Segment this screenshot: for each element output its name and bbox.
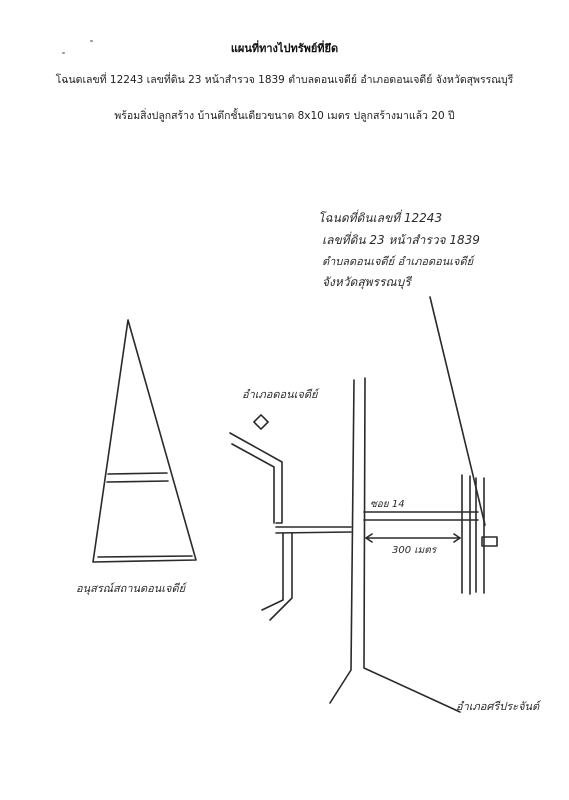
branch-road-south-edge bbox=[262, 533, 283, 610]
amphoe-office-label: อำเภอดอนเจดีย์ bbox=[242, 388, 318, 401]
deed-note-line: โฉนดที่ดินเลขที่ 12243 bbox=[318, 211, 443, 225]
monument-bar bbox=[108, 473, 167, 474]
note-leader-line bbox=[430, 297, 485, 525]
branch-road-inner-edge bbox=[232, 444, 274, 523]
building-info-line: พร้อมสิ่งปลูกสร้าง บ้านตึกชั้นเดียวขนาด 8x10 เมตร ปลูกสร้างมาแล้ว 20 ปี bbox=[114, 110, 455, 122]
branch-road-south-edge bbox=[270, 533, 292, 620]
soi-label: ซอย 14 bbox=[370, 499, 405, 510]
deed-note-line: ตำบลดอนเจดีย์ อำเภอดอนเจดีย์ bbox=[322, 255, 474, 268]
monument-base-line bbox=[98, 556, 192, 557]
page-title: แผนที่ทางไปทรัพย์ที่ยึด bbox=[230, 42, 339, 55]
distance-label: 300 เมตร bbox=[392, 545, 437, 556]
monument-label: อนุสรณ์สถานดอนเจดีย์ bbox=[76, 582, 186, 595]
cross-road-lower bbox=[276, 532, 351, 533]
monument-bar bbox=[107, 481, 168, 482]
deed-note-line: จังหวัดสุพรรณบุรี bbox=[322, 275, 411, 289]
monument-triangle bbox=[93, 320, 196, 562]
amphoe-office-marker bbox=[254, 415, 268, 429]
main-road-west-edge bbox=[330, 380, 354, 703]
amphoe-bottom-label: อำเภอศรีประจันต์ bbox=[456, 700, 540, 713]
deed-info-line: โฉนดเลขที่ 12243 เลขที่ดิน 23 หน้าสำรวจ 1839 ตำบลดอนเจดีย์ อำเภอดอนเจดีย์ จังหวัดสุพรรณบุรี bbox=[55, 74, 514, 86]
deed-note-line: เลขที่ดิน 23 หน้าสำรวจ 1839 bbox=[322, 233, 480, 247]
